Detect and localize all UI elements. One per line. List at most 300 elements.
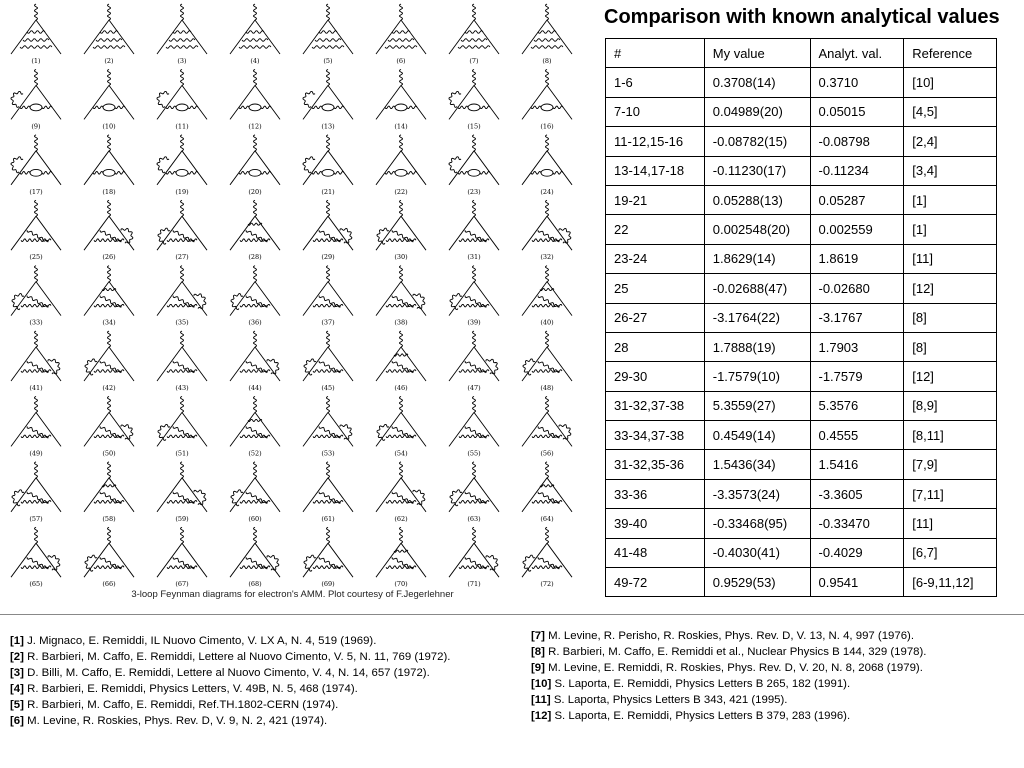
- references-left-column: [10, 633, 510, 729]
- internal-photon-line: [538, 361, 559, 373]
- diagram-label: (40): [540, 318, 554, 327]
- fermion-line: [182, 543, 207, 577]
- fermion-line: [109, 216, 134, 250]
- cell-reference: [7,11]: [904, 479, 997, 508]
- table-row: [606, 509, 997, 538]
- cell-analytical-value: 5.3576: [810, 391, 904, 420]
- diagram-label: (8): [542, 57, 552, 65]
- cell-reference: [6-9,11,12]: [904, 568, 997, 597]
- internal-photon-line: [407, 106, 417, 108]
- fermion-line: [157, 151, 182, 185]
- diagram-label: (34): [102, 318, 116, 327]
- internal-photon-line: [100, 426, 121, 438]
- external-photon-line: [108, 200, 111, 216]
- reference-text: D. Billi, M. Caffo, E. Remiddi, Lettere al Nuovo Cimento, V. 4, N. 14, 657 (1972).: [27, 667, 430, 679]
- external-photon-line: [254, 462, 257, 478]
- feynman-diagram: [230, 200, 280, 261]
- feynman-diagram: [449, 331, 499, 392]
- fermion-line: [182, 85, 207, 119]
- cell-diagram-range: 25: [606, 274, 705, 303]
- diagram-label: (30): [394, 253, 408, 262]
- external-photon-line: [327, 69, 330, 85]
- fermion-line: [255, 478, 280, 512]
- internal-photon-line: [169, 39, 195, 41]
- internal-photon-line: [388, 39, 414, 41]
- cell-diagram-range: 1-6: [606, 68, 705, 97]
- fermion-line: [547, 282, 572, 316]
- external-photon-line: [108, 266, 111, 282]
- diagram-label: (24): [540, 187, 554, 196]
- internal-photon-line: [538, 31, 556, 33]
- internal-photon-line: [315, 39, 341, 41]
- cell-analytical-value: 0.9541: [810, 568, 904, 597]
- internal-photon-line: [531, 172, 541, 174]
- external-photon-line: [254, 266, 257, 282]
- vacuum-polarization-loop: [395, 104, 407, 111]
- feynman-diagram: [522, 527, 572, 588]
- external-photon-line: [35, 462, 38, 478]
- internal-photon-line: [173, 230, 194, 242]
- diagram-label: (48): [540, 384, 554, 392]
- reference-item: [531, 692, 1021, 708]
- vacuum-polarization-loop: [176, 104, 188, 111]
- fermion-line: [401, 85, 426, 119]
- internal-photon-line: [465, 31, 483, 33]
- table-row: [606, 156, 997, 185]
- cell-diagram-range: 31-32,37-38: [606, 391, 705, 420]
- diagrams-caption: 3-loop Feynman diagrams for electron's AMM. Plot courtesy of F.Jegerlehner: [131, 589, 454, 600]
- internal-photon-line: [531, 46, 563, 48]
- reference-number: [1]: [10, 635, 24, 647]
- internal-photon-line: [188, 172, 198, 174]
- fermion-line: [547, 151, 572, 185]
- diagram-label: (1): [31, 57, 41, 65]
- cell-analytical-value: -3.3605: [810, 479, 904, 508]
- diagram-label: (55): [467, 449, 481, 458]
- external-photon-line: [35, 4, 38, 20]
- cell-my-value: 0.3708(14): [704, 68, 810, 97]
- vacuum-polarization-loop: [176, 169, 188, 176]
- internal-photon-line: [553, 172, 563, 174]
- comparison-table: [605, 38, 997, 597]
- table-row: [606, 244, 997, 273]
- diagram-label: (45): [321, 384, 335, 392]
- internal-photon-line: [115, 172, 125, 174]
- internal-photon-line: [42, 106, 52, 108]
- fermion-line: [36, 20, 61, 54]
- table-body: [606, 68, 997, 597]
- feynman-diagram: [522, 266, 572, 327]
- external-photon-line: [108, 331, 111, 347]
- fermion-line: [109, 412, 134, 446]
- fermion-line: [182, 20, 207, 54]
- fermion-line: [157, 20, 182, 54]
- internal-photon-line: [173, 361, 194, 373]
- feynman-diagram: [303, 135, 353, 196]
- external-photon-line: [108, 69, 111, 85]
- reference-number: [6]: [10, 715, 24, 727]
- internal-photon-line: [166, 46, 198, 48]
- section-divider: [0, 614, 1024, 615]
- fermion-line: [255, 543, 280, 577]
- cell-reference: [12]: [904, 362, 997, 391]
- fermion-line: [109, 543, 134, 577]
- diagram-label: (64): [540, 514, 554, 523]
- feynman-diagram-grid: [0, 0, 585, 590]
- internal-photon-line: [465, 361, 486, 373]
- fermion-line: [109, 347, 134, 381]
- internal-photon-line: [246, 31, 264, 33]
- fermion-line: [449, 151, 474, 185]
- external-photon-line: [546, 135, 549, 151]
- feynman-diagram: [84, 135, 134, 196]
- feynman-diagram: [11, 331, 61, 392]
- feynman-diagram: [84, 331, 134, 392]
- reference-item: [10, 633, 510, 649]
- diagram-label: (20): [248, 187, 262, 196]
- cell-my-value: 1.7888(19): [704, 332, 810, 361]
- external-photon-line: [35, 69, 38, 85]
- internal-photon-line: [20, 106, 30, 108]
- fermion-line: [522, 151, 547, 185]
- diagram-label: (47): [467, 384, 481, 392]
- cell-diagram-range: 22: [606, 215, 705, 244]
- feynman-diagram: [230, 462, 280, 523]
- vacuum-polarization-loop: [322, 169, 334, 176]
- internal-photon-line: [553, 106, 563, 108]
- internal-photon-line: [27, 557, 48, 569]
- internal-photon-line: [465, 230, 486, 242]
- cell-diagram-range: 13-14,17-18: [606, 156, 705, 185]
- internal-photon-line: [385, 46, 417, 48]
- internal-photon-line: [115, 106, 125, 108]
- vacuum-polarization-loop: [103, 104, 115, 111]
- cell-diagram-range: 41-48: [606, 538, 705, 567]
- external-photon-line: [327, 527, 330, 543]
- cell-reference: [8,11]: [904, 421, 997, 450]
- external-photon-line: [35, 396, 38, 412]
- diagram-label: (39): [467, 318, 481, 327]
- cell-analytical-value: 0.05015: [810, 97, 904, 126]
- table-row: [606, 479, 997, 508]
- external-photon-line: [473, 462, 476, 478]
- header-my-value: My value: [704, 39, 810, 68]
- fermion-line: [230, 151, 255, 185]
- fermion-line: [230, 20, 255, 54]
- internal-photon-line: [96, 39, 122, 41]
- feynman-diagram: [522, 4, 572, 65]
- internal-photon-line: [334, 172, 344, 174]
- feynman-diagram: [11, 396, 61, 457]
- fermion-line: [547, 85, 572, 119]
- fermion-line: [328, 85, 353, 119]
- fermion-line: [182, 412, 207, 446]
- feynman-diagram: [84, 462, 134, 523]
- external-photon-line: [546, 396, 549, 412]
- diagram-label: (60): [248, 514, 262, 523]
- feynman-diagram: [522, 331, 572, 392]
- internal-photon-line: [246, 296, 267, 308]
- reference-text: J. Mignaco, E. Remiddi, IL Nuovo Cimento, V. LX A, N. 4, 519 (1969).: [27, 635, 377, 647]
- internal-photon-line: [465, 557, 486, 569]
- fermion-line: [109, 151, 134, 185]
- external-photon-line: [546, 69, 549, 85]
- external-photon-line: [400, 462, 403, 478]
- diagram-label: (59): [175, 514, 189, 523]
- internal-photon-line: [23, 39, 49, 41]
- fermion-line: [36, 282, 61, 316]
- cell-diagram-range: 49-72: [606, 568, 705, 597]
- diagram-label: (18): [102, 187, 116, 196]
- cell-reference: [4,5]: [904, 97, 997, 126]
- reference-text: S. Laporta, E. Remiddi, Physics Letters B 265, 182 (1991).: [554, 678, 851, 690]
- external-photon-line: [327, 331, 330, 347]
- external-photon-line: [400, 396, 403, 412]
- external-photon-line: [546, 331, 549, 347]
- internal-photon-line: [312, 172, 322, 174]
- fermion-line: [401, 282, 426, 316]
- feynman-diagram: [303, 527, 353, 588]
- fermion-line: [255, 412, 280, 446]
- vacuum-polarization-loop: [103, 169, 115, 176]
- fermion-line: [474, 478, 499, 512]
- cell-reference: [12]: [904, 274, 997, 303]
- vacuum-polarization-loop: [322, 104, 334, 111]
- diagram-label: (69): [321, 580, 335, 589]
- fermion-line: [474, 151, 499, 185]
- external-photon-line: [473, 266, 476, 282]
- reference-number: [8]: [531, 646, 545, 658]
- feynman-diagram: [11, 462, 61, 523]
- feynman-diagram: [84, 266, 134, 327]
- diagram-label: (23): [467, 187, 481, 196]
- reference-item: [531, 644, 1021, 660]
- diagram-label: (53): [321, 449, 335, 458]
- cell-my-value: 0.002548(20): [704, 215, 810, 244]
- diagram-label: (66): [102, 580, 116, 589]
- cell-diagram-range: 23-24: [606, 244, 705, 273]
- internal-photon-line: [246, 492, 267, 504]
- feynman-diagram: [157, 266, 207, 327]
- feynman-diagram: [303, 200, 353, 261]
- fermion-line: [255, 151, 280, 185]
- diagram-label: (17): [29, 187, 43, 196]
- diagram-label: (51): [175, 449, 189, 458]
- external-photon-line: [473, 527, 476, 543]
- internal-photon-line: [246, 361, 267, 373]
- fermion-line: [401, 347, 426, 381]
- vacuum-polarization-loop: [249, 104, 261, 111]
- diagram-label: (5): [323, 57, 333, 65]
- diagram-label: (72): [540, 580, 554, 589]
- fermion-line: [328, 216, 353, 250]
- fermion-line: [36, 478, 61, 512]
- fermion-line: [547, 412, 572, 446]
- diagram-label: (21): [321, 187, 335, 196]
- feynman-diagram: [449, 396, 499, 457]
- internal-photon-line: [392, 492, 413, 504]
- external-photon-line: [181, 200, 184, 216]
- cell-diagram-range: 19-21: [606, 185, 705, 214]
- reference-text: M. Levine, R. Perisho, R. Roskies, Phys. Rev. D, V. 13, N. 4, 997 (1976).: [548, 630, 915, 642]
- diagram-label: (70): [394, 580, 408, 589]
- table-header-row: [606, 39, 997, 68]
- fermion-line: [474, 412, 499, 446]
- vacuum-polarization-loop: [468, 104, 480, 111]
- internal-photon-line: [239, 46, 271, 48]
- header-reference: Reference: [904, 39, 997, 68]
- external-photon-line: [400, 200, 403, 216]
- cell-my-value: -1.7579(10): [704, 362, 810, 391]
- internal-photon-line: [100, 230, 121, 242]
- diagram-label: (2): [104, 57, 114, 65]
- cell-reference: [6,7]: [904, 538, 997, 567]
- feynman-diagram: [522, 396, 572, 457]
- feynman-diagram: [11, 69, 61, 130]
- cell-analytical-value: -0.11234: [810, 156, 904, 185]
- references-right-column: [531, 628, 1021, 724]
- external-photon-line: [327, 135, 330, 151]
- fermion-line: [401, 478, 426, 512]
- reference-text: R. Barbieri, M. Caffo, E. Remiddi, Lettere al Nuovo Cimento, V. 5, N. 11, 769 (1972).: [27, 651, 451, 663]
- feynman-diagram: [376, 527, 426, 588]
- table-row: [606, 97, 997, 126]
- reference-item: [531, 660, 1021, 676]
- fermion-line: [109, 20, 134, 54]
- cell-my-value: -3.1764(22): [704, 303, 810, 332]
- external-photon-line: [546, 4, 549, 20]
- fermion-line: [474, 20, 499, 54]
- external-photon-line: [254, 396, 257, 412]
- diagram-label: (58): [102, 514, 116, 523]
- fermion-line: [449, 20, 474, 54]
- external-photon-line: [400, 4, 403, 20]
- table-row: [606, 568, 997, 597]
- table-row: [606, 274, 997, 303]
- cell-analytical-value: -3.1767: [810, 303, 904, 332]
- diagram-label: (68): [248, 580, 262, 589]
- external-photon-line: [327, 462, 330, 478]
- reference-number: [9]: [531, 662, 545, 674]
- table-row: [606, 215, 997, 244]
- feynman-diagram: [376, 135, 426, 196]
- feynman-diagram: [376, 69, 426, 130]
- internal-photon-line: [319, 230, 340, 242]
- internal-photon-line: [246, 230, 267, 242]
- feynman-diagram: [157, 69, 207, 130]
- internal-photon-line: [242, 39, 268, 41]
- internal-photon-line: [458, 106, 468, 108]
- internal-photon-line: [93, 106, 103, 108]
- cell-analytical-value: -0.33470: [810, 509, 904, 538]
- reference-text: S. Laporta, E. Remiddi, Physics Letters B 379, 283 (1996).: [554, 710, 851, 722]
- fermion-line: [255, 282, 280, 316]
- cell-reference: [11]: [904, 509, 997, 538]
- reference-number: [2]: [10, 651, 24, 663]
- external-photon-line: [108, 396, 111, 412]
- internal-photon-line: [100, 361, 121, 373]
- cell-my-value: 1.8629(14): [704, 244, 810, 273]
- cell-my-value: 1.5436(34): [704, 450, 810, 479]
- cell-analytical-value: -0.4029: [810, 538, 904, 567]
- feynman-diagram: [11, 266, 61, 327]
- external-photon-line: [473, 4, 476, 20]
- cell-reference: [8]: [904, 303, 997, 332]
- internal-photon-line: [334, 106, 344, 108]
- table-row: [606, 391, 997, 420]
- feynman-diagram: [449, 527, 499, 588]
- internal-photon-line: [173, 557, 194, 569]
- internal-photon-line: [93, 172, 103, 174]
- diagram-label: (37): [321, 318, 335, 327]
- diagram-label: (56): [540, 449, 554, 458]
- feynman-diagram: [449, 462, 499, 523]
- diagram-label: (43): [175, 384, 189, 392]
- internal-photon-line: [239, 172, 249, 174]
- internal-photon-line: [312, 46, 344, 48]
- fermion-line: [522, 85, 547, 119]
- fermion-line: [547, 347, 572, 381]
- internal-photon-line: [246, 426, 267, 438]
- cell-analytical-value: 1.5416: [810, 450, 904, 479]
- diagram-label: (62): [394, 514, 408, 523]
- cell-my-value: 0.4549(14): [704, 421, 810, 450]
- table-row: [606, 362, 997, 391]
- cell-reference: [11]: [904, 244, 997, 273]
- fermion-line: [36, 151, 61, 185]
- cell-my-value: 0.9529(53): [704, 568, 810, 597]
- external-photon-line: [400, 331, 403, 347]
- fermion-line: [547, 20, 572, 54]
- external-photon-line: [108, 462, 111, 478]
- internal-photon-line: [538, 426, 559, 438]
- cell-diagram-range: 28: [606, 332, 705, 361]
- cell-my-value: -3.3573(24): [704, 479, 810, 508]
- diagram-label: (52): [248, 449, 262, 458]
- external-photon-line: [35, 266, 38, 282]
- internal-photon-line: [480, 106, 490, 108]
- internal-photon-line: [100, 492, 121, 504]
- external-photon-line: [181, 135, 184, 151]
- internal-photon-line: [385, 106, 395, 108]
- internal-photon-line: [407, 172, 417, 174]
- cell-reference: [1]: [904, 185, 997, 214]
- diagram-label: (54): [394, 449, 408, 458]
- external-photon-line: [254, 135, 257, 151]
- internal-photon-line: [42, 172, 52, 174]
- diagram-label: (32): [540, 253, 554, 262]
- external-photon-line: [400, 527, 403, 543]
- vacuum-polarization-loop: [30, 169, 42, 176]
- fermion-line: [303, 85, 328, 119]
- feynman-diagram: [84, 69, 134, 130]
- external-photon-line: [181, 396, 184, 412]
- vacuum-polarization-loop: [541, 104, 553, 111]
- fermion-line: [255, 85, 280, 119]
- cell-my-value: -0.02688(47): [704, 274, 810, 303]
- internal-photon-line: [538, 492, 559, 504]
- fermion-line: [328, 20, 353, 54]
- internal-photon-line: [27, 31, 45, 33]
- fermion-line: [547, 478, 572, 512]
- internal-photon-line: [385, 172, 395, 174]
- reference-item: [10, 665, 510, 681]
- feynman-diagram: [230, 135, 280, 196]
- internal-photon-line: [246, 557, 267, 569]
- fermion-line: [474, 282, 499, 316]
- fermion-line: [401, 543, 426, 577]
- cell-reference: [7,9]: [904, 450, 997, 479]
